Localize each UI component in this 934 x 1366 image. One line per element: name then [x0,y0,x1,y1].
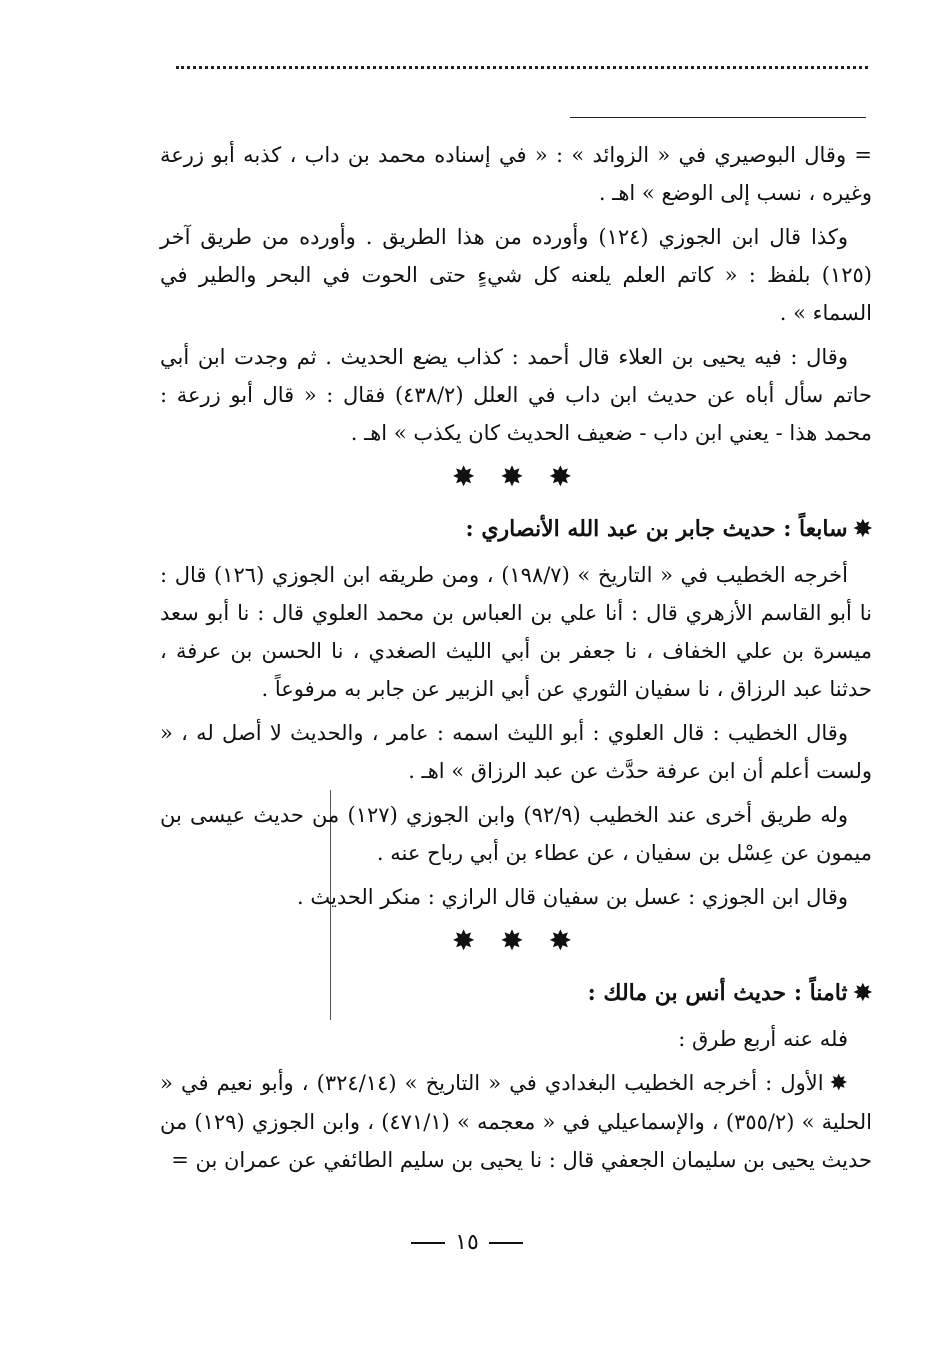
page-number-value: ١٥ [455,1230,479,1255]
section-7-heading [160,510,872,548]
section-8-intro: فله عنه أربع طرق : [678,1027,848,1051]
section-7-paragraph-3: وله طريق أخرى عند الخطيب (٩٢/٩) وابن الجوزي (١٢٧) من حديث عيسى بن ميمون عن عِسْل بن سفيان ، عن عطاء بن أبي رباح عنه . [160,803,872,865]
section-8-heading-text: ثامناً : حديث أنس بن مالك : [587,980,848,1006]
section-7-paragraph-1: أخرجه الخطيب في « التاريخ » (١٩٨/٧) ، ومن طريقه ابن الجوزي (١٢٦) قال : نا أبو القاسم الأزهري قال : أنا علي بن العباس بن محمد العلوي قال : نا أبو سعد ميسرة بن علي الخفاف ، نا جعفر بن أبي الليث الصغدي ، نا الحسن بن عرفة ، حدثنا عبد الرزاق ، نا سفيان الثوري عن أبي الزبير عن جابر به مرفوعاً . [160,563,872,701]
star-bullet-icon: ✸ [853,980,872,1006]
footnote-paragraph-1: = وقال البوصيري في « الزوائد » : « في إسناده محمد بن داب ، كذبه أبو زرعة وغيره ، نسب إلى الوضع » اهـ . [160,143,872,205]
section-7-paragraph-4: وقال ابن الجوزي : عسل بن سفيان قال الرازي : منكر الحديث . [297,885,848,909]
page-number [0,1230,934,1255]
dotted-separator [176,66,868,69]
footnote-rule [570,117,866,118]
star-bullet-icon: ✸ [853,516,872,542]
page-number-dash-right [489,1242,523,1244]
section-divider-2: ✸ ✸ ✸ [451,924,581,957]
section-8-first-route-text: الأول : أخرجه الخطيب البغدادي في « التاريخ » (٣٢٤/١٤) ، وأبو نعيم في « الحلية » (٣٥٥/٢) ، والإسماعيلي في « معجمه » (٤٧١/١) ، وابن الجوزي (١٢٩) من حديث يحيى بن سليمان الجعفي قال : نا يحيى بن سليم الطائفي عن عمران بن = [160,1071,873,1172]
main-text [160,136,872,1185]
section-divider-1: ✸ ✸ ✸ [451,460,581,493]
star-bullet-icon: ✸ [829,1071,848,1096]
section-8-heading [160,974,872,1012]
page-number-dash-left [411,1242,445,1244]
section-7-heading-text: سابعاً : حديث جابر بن عبد الله الأنصاري : [465,516,848,542]
section-8-first-route [160,1064,872,1179]
footnote-paragraph-2: وكذا قال ابن الجوزي (١٢٤) وأورده من هذا الطريق . وأورده من طريق آخر (١٢٥) بلفظ : « كاتم العلم يلعنه كل شيءٍ حتى الحوت في البحر والطير في السماء » . [160,225,872,325]
footnote-paragraph-3: وقال : فيه يحيى بن العلاء قال أحمد : كذاب يضع الحديث . ثم وجدت ابن أبي حاتم سأل أباه عن حديث ابن داب في العلل (٤٣٨/٢) فقال : « قال أبو زرعة : محمد هذا - يعني ابن داب - ضعيف الحديث كان يكذب » اهـ . [160,345,873,445]
section-7-paragraph-2: وقال الخطيب : قال العلوي : أبو الليث اسمه : عامر ، والحديث لا أصل له ، « ولست أعلم أن ابن عرفة حدَّث عن عبد الرزاق » اهـ . [160,721,872,783]
